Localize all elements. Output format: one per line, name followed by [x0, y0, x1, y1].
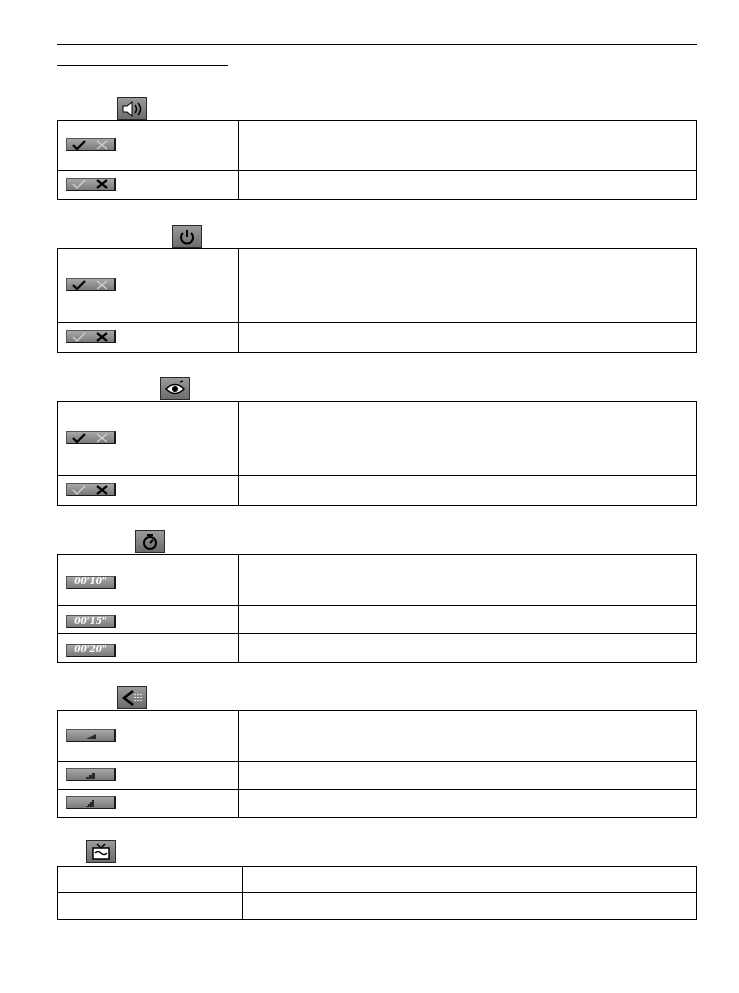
timer-icon: [135, 530, 165, 553]
brightness-level-icon: [117, 686, 147, 709]
cross-icon: [95, 280, 109, 290]
power-options-table: [57, 248, 697, 353]
check-icon: [72, 179, 86, 189]
cross-icon: [95, 433, 109, 443]
cross-icon: [95, 140, 109, 150]
check-selected-toggle: [66, 278, 116, 291]
sound-options-table: [57, 120, 697, 200]
check-icon: [72, 140, 86, 150]
level-options-table: [57, 710, 697, 818]
tv-icon: [86, 840, 116, 863]
check-icon: [72, 280, 86, 290]
power-icon: [172, 225, 202, 248]
level-3-glyph: [83, 798, 99, 808]
check-icon: [72, 433, 86, 443]
top-rule: [57, 44, 697, 45]
cross-selected-toggle: [66, 483, 116, 496]
level-3-option: [66, 796, 116, 809]
level-2-glyph: [83, 770, 99, 780]
timer-15-option: 00'15": [66, 615, 116, 628]
heading-underline: [57, 65, 228, 66]
level-1-option: [66, 729, 116, 742]
speaker-icon: [117, 97, 147, 120]
check-icon: [72, 332, 86, 342]
cross-icon: [95, 485, 109, 495]
level-1-glyph: [83, 730, 99, 740]
eye-icon: [160, 377, 190, 400]
timer-20-option: 00'20": [66, 644, 116, 657]
timer-10-option: 00'10": [66, 576, 116, 589]
eye-options-table: [57, 401, 697, 506]
level-2-option: [66, 768, 116, 781]
cross-icon: [95, 179, 109, 189]
check-selected-toggle: [66, 138, 116, 151]
cross-selected-toggle: [66, 330, 116, 343]
check-selected-toggle: [66, 431, 116, 444]
cross-selected-toggle: [66, 178, 116, 191]
check-icon: [72, 485, 86, 495]
timer-options-table: [57, 554, 697, 663]
cross-icon: [95, 332, 109, 342]
tv-options-table: [57, 866, 697, 920]
